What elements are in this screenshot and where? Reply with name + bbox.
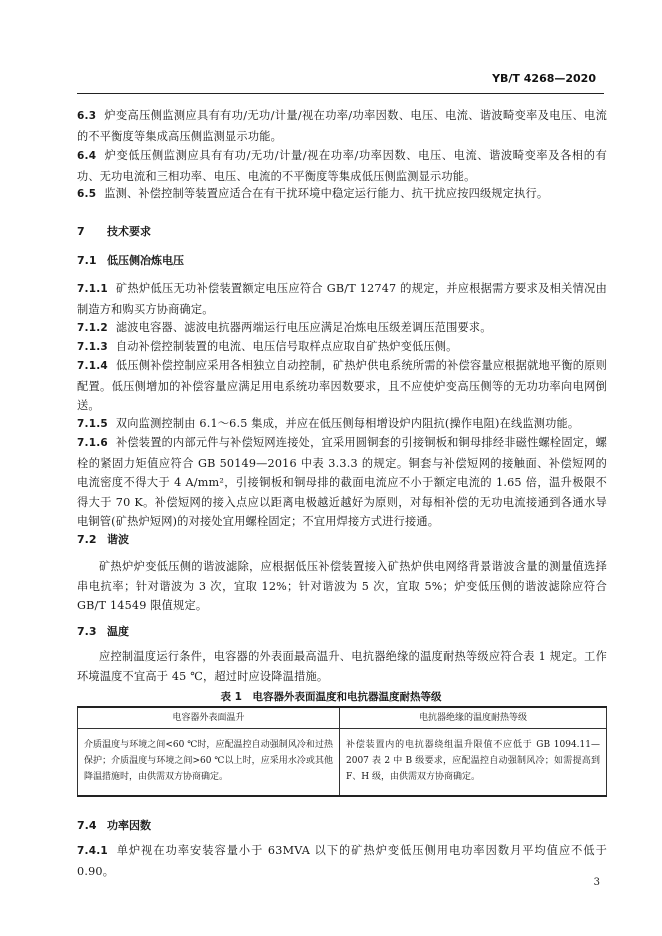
clause-7-1-6 (77, 433, 607, 532)
clause-6-5 (77, 184, 607, 205)
table-row (78, 729, 607, 797)
clause-text: 矿热炉低压无功补偿装置额定电压应符合 GB/T 12747 的规定，并应根据需方要求及相关情况由制造方和购买方协商确定。 (77, 282, 607, 316)
section-number: 7.3 (77, 625, 97, 638)
section-number: 7.1 (77, 254, 97, 267)
section-7-2-heading (77, 531, 129, 547)
clause-number: 7.1.1 (77, 283, 108, 295)
section-7-heading (77, 223, 151, 239)
clause-6-4 (77, 146, 607, 186)
clause-number: 7.1.3 (77, 341, 108, 353)
section-title: 技术要求 (107, 225, 151, 238)
clause-text: 补偿装置的内部元件与补偿短网连接处，宜采用圆铜套的引接铜板和铜母排经非磁性螺栓固定，螺栓的紧固力矩值应符合 GB 50149—2016 中表 3.3.3 的规定。铜套与补偿短网的接触面、补偿短网的电流密度不得大于 4 A/mm²，引接铜板和铜母排的截面电流应不小于额定电流的 1.65 倍，温升极限不得大于 70 K。补偿短网的接入点应以距离电极越近越好为原则，对每相补偿的无功电流接通到各通水导电铜管(矿热炉短网)的对接处宜用螺栓固定；不宜用焊接方式进行接通。 (77, 436, 607, 528)
table-header-cell: 电抗器绝缘的温度耐热等级 (340, 707, 607, 729)
header-rule (77, 93, 604, 94)
table-cell: 介质温度与环境之间<60 ℃时，应配温控自动强制风冷和过热保护；介质温度与环境之间>60 ℃以上时，应采用水冷或其他降温措施时，由供需双方协商确定。 (78, 729, 340, 797)
clause-text: 双向监测控制由 6.1～6.5 集成，并应在低压侧每相增设炉内阻抗(操作电阻)在线监测功能。 (115, 417, 580, 430)
clause-7-1-4 (77, 356, 607, 416)
section-title: 温度 (107, 625, 129, 638)
clause-7-1-1 (77, 279, 607, 319)
clause-6-3 (77, 106, 607, 146)
clause-text: 滤波电容器、滤波电抗器两端运行电压应满足冶炼电压级差调压范围要求。 (115, 321, 492, 334)
clause-7-1-5 (77, 414, 607, 435)
clause-number: 6.3 (77, 110, 97, 122)
section-7-1-heading (77, 252, 184, 268)
section-number: 7 (77, 225, 85, 238)
section-number: 7.4 (77, 819, 97, 832)
clause-number: 7.1.4 (77, 360, 108, 372)
section-7-4-heading (77, 817, 151, 833)
clause-7-1-2 (77, 318, 607, 339)
paragraph-7-2: 矿热炉炉变低压侧的谐波滤除，应根据低压补偿装置接入矿热炉供电网络背景谐波含量的测量值选择串电抗率；针对谐波为 3 次，宜取 12%；针对谐波为 5 次，宜取 5%；炉变低压侧的谐波滤除应符合 GB/T 14549 限值规定。 (77, 560, 607, 612)
clause-number: 7.4.1 (77, 845, 108, 857)
clause-7-1-3 (77, 337, 607, 358)
clause-text: 炉变高压侧监测应具有有功/无功/计量/视在功率/功率因数、电压、电流、谐波畸变率及电压、电流的不平衡度等集成高压侧监测显示功能。 (77, 109, 607, 143)
page-number: 3 (593, 877, 600, 888)
section-number: 7.2 (77, 533, 97, 546)
table-cell: 补偿装置内的电抗器绕组温升限值不应低于 GB 1094.11—2007 表 2 中 B 级要求，应配温控自动强制风冷；如需提高到 F、H 级，由供需双方协商确定。 (340, 729, 607, 797)
clause-number: 7.1.2 (77, 322, 108, 334)
clause-text: 自动补偿控制装置的电流、电压信号取样点应取自矿热炉变低压侧。 (115, 340, 458, 353)
clause-text: 监测、补偿控制等装置应适合在有干扰环境中稳定运行能力、抗干扰应按四级规定执行。 (104, 187, 549, 200)
section-7-3-heading (77, 623, 129, 639)
clause-7-4-1 (77, 841, 607, 881)
table-header-cell: 电容器外表面温升 (78, 707, 340, 729)
standard-code-header: YB/T 4268—2020 (492, 72, 596, 85)
paragraph-7-3: 应控制温度运行条件，电容器的外表面最高温升、电抗器绝缘的温度耐热等级应符合表 1 规定。工作环境温度不宜高于 45 ℃，超过时应设降温措施。 (77, 650, 607, 683)
section-title: 低压侧冶炼电压 (107, 254, 184, 267)
clause-text: 炉变低压侧监测应具有有功/无功/计量/视在功率/功率因数、电压、电流、谐波畸变率及各相的有功、无功电流和三相功率、电压、电流的不平衡度等集成低压侧监测显示功能。 (77, 149, 607, 183)
clause-number: 6.5 (77, 188, 97, 200)
clause-number: 7.1.6 (77, 437, 108, 449)
clause-number: 6.4 (77, 150, 97, 162)
table-1-caption: 表 1 电容器外表面温度和电抗器温度耐热等级 (220, 691, 442, 703)
section-title: 谐波 (107, 533, 129, 546)
section-title: 功率因数 (107, 819, 151, 832)
clause-text: 低压侧补偿控制应采用各相独立自动控制，矿热炉供电系统所需的补偿容量应根据就地平衡的原则配置。低压侧增加的补偿容量应满足用电系统功率因数要求，且不应使炉变高压侧等的无功功率向电网倒送。 (77, 359, 607, 412)
clause-text: 单炉视在功率安装容量小于 63MVA 以下的矿热炉变低压侧用电功率因数月平均值应不低于 0.90。 (77, 844, 607, 878)
clause-number: 7.1.5 (77, 418, 108, 430)
table-1 (77, 706, 607, 797)
table-header-row (78, 707, 607, 729)
